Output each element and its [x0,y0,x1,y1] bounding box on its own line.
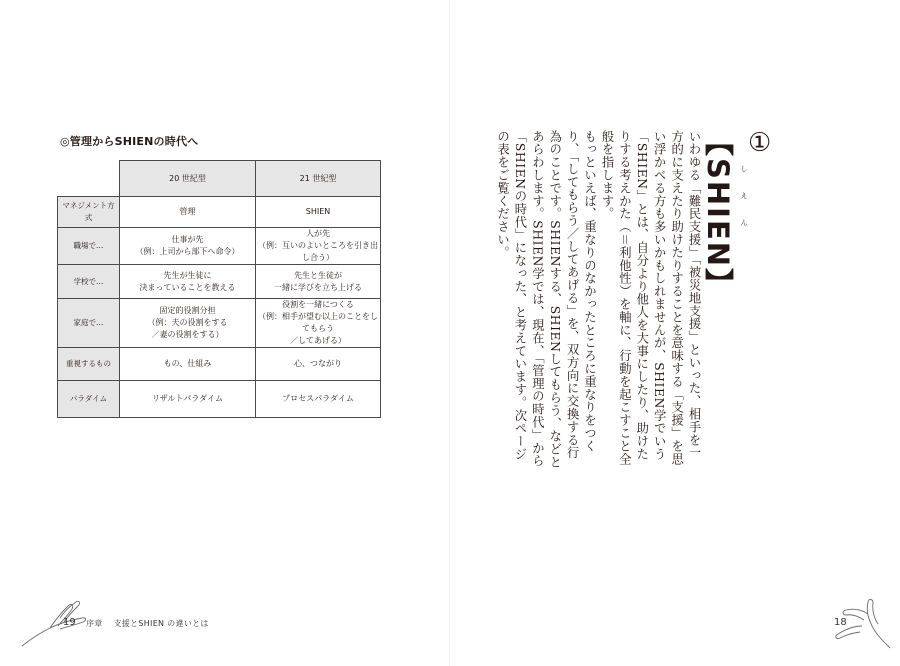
body-text [493,130,702,470]
body-paragraph: もっといえば、重なりのなかったところに重なりをつくり、「してもらう／してあげる」を、双方向に交換する行為のことです。SHIENする、SHIENしてもらう、などとあらわします。SHIEN学では、現在、「管理の時代」から「SHIENの時代」になった、と考えています。次ページの表をご覧ください。 [495,130,597,469]
table-corner-cell [58,161,120,197]
cell-20c: もの、仕組み [120,348,256,381]
cell-21c: 先生と生徒が 一緒に学びを立ち上げる [256,265,381,299]
column-header-21c: 21 世紀型 [256,161,381,197]
row-label: パラダイム [58,381,120,418]
cell-21c: 役割を一緒につくる （例：相手が望む以上のことをしてもらう ／してあげる） [256,299,381,348]
section-heading: 【SHIEN】 [701,127,735,300]
hand-illustration-left [20,598,90,648]
table-row [58,228,381,265]
table-row [58,265,381,299]
cell-21c: SHIEN [256,197,381,228]
row-label: 重視するもの [58,348,120,381]
running-head [86,618,217,629]
body-paragraph: いわゆる「難民支援」「被災地支援」といった、相手を一方的に支えたり助けたりすることを意味する「支援」を思い浮かべる方も多いかもしれませんが、SHIEN学でいう「SHIEN」とは、自分より他人を大事にしたり、助けたりする考えかた（＝利他性）を軸に、行動を起こすこと全般を指します。 [599,130,701,466]
row-label: マネジメント方式 [58,197,120,228]
column-header-20c: 20 世紀型 [120,161,256,197]
row-label: 職場で… [58,228,120,265]
page-number-right: 18 [834,617,847,628]
section-number: ① [748,128,772,158]
table-header-row [58,161,381,197]
hand-illustration-right [812,596,892,650]
cell-21c: 人が先 （例：互いのよいところを引き出し合う） [256,228,381,265]
table-row [58,197,381,228]
running-head-chapter: 序章 [86,619,103,628]
cell-20c: 先生が生徒に 決まっていることを教える [120,265,256,299]
table-title: ◎管理からSHIENの時代へ [60,135,199,148]
row-label: 学校で… [58,265,120,299]
cell-21c: 心、つながり [256,348,381,381]
table-row [58,299,381,348]
heading-ruby: しえん [740,165,748,246]
cell-20c: リザルトパラダイム [120,381,256,418]
cell-20c: 管理 [120,197,256,228]
running-head-title: 支援とSHIEN の違いとは [113,619,209,628]
comparison-table [57,160,381,418]
table-row [58,381,381,418]
cell-20c: 仕事が先 （例：上司から部下へ命令） [120,228,256,265]
table-row [58,348,381,381]
row-label: 家庭で… [58,299,120,348]
page-number-left: 19 [63,617,76,628]
cell-20c: 固定的役割分担 （例：夫の役割をする ／妻の役割をする） [120,299,256,348]
cell-21c: プロセスパラダイム [256,381,381,418]
